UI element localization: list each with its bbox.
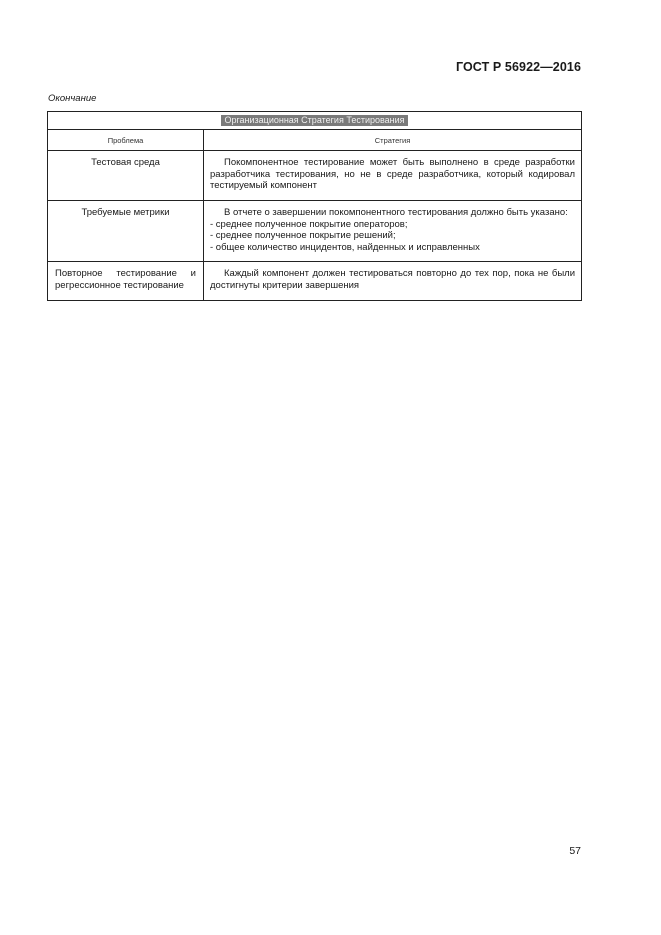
problem-text: Требуемые метрики bbox=[81, 206, 170, 218]
strategy-table bbox=[47, 111, 582, 301]
strategy-text: Покомпонентное тестирование может быть выполнено в среде разработки разработчика тестирования, но не в среде разработчика, который кодировал тестируемый компонент bbox=[210, 157, 575, 192]
table-row bbox=[48, 200, 582, 261]
strategy-cell bbox=[204, 262, 582, 300]
strategy-list-item: - общее количество инцидентов, найденных и исправленных bbox=[210, 241, 480, 253]
table-row bbox=[48, 151, 582, 201]
table-row bbox=[48, 262, 582, 300]
problem-cell bbox=[48, 151, 204, 201]
strategy-text: В отчете о завершении покомпонентного тестирования должно быть указано: bbox=[224, 206, 568, 218]
problem-cell bbox=[48, 200, 204, 261]
column-header-strategy: Стратегия bbox=[204, 129, 582, 151]
problem-cell bbox=[48, 262, 204, 300]
table-title-row bbox=[48, 112, 582, 130]
strategy-cell bbox=[204, 200, 582, 261]
strategy-list-item: - среднее полученное покрытие операторов; bbox=[210, 218, 408, 230]
table-header-row bbox=[48, 129, 582, 151]
page-number: 57 bbox=[569, 845, 581, 857]
table-title-cell bbox=[48, 112, 582, 130]
column-header-problem: Проблема bbox=[48, 129, 204, 151]
strategy-text: Каждый компонент должен тестироваться повторно до тех пор, пока не были достигнуты критерии завершения bbox=[210, 268, 575, 291]
problem-text: Тестовая среда bbox=[91, 157, 160, 169]
continuation-label: Окончание bbox=[48, 93, 97, 104]
standard-code: ГОСТ Р 56922—2016 bbox=[455, 60, 581, 74]
strategy-cell bbox=[204, 151, 582, 201]
strategy-list-item: - среднее полученное покрытие решений; bbox=[210, 230, 396, 242]
table-title: Организационная Стратегия Тестирования bbox=[221, 115, 407, 126]
problem-text: Повторное тестирование и регрессионное тестирование bbox=[55, 268, 196, 291]
